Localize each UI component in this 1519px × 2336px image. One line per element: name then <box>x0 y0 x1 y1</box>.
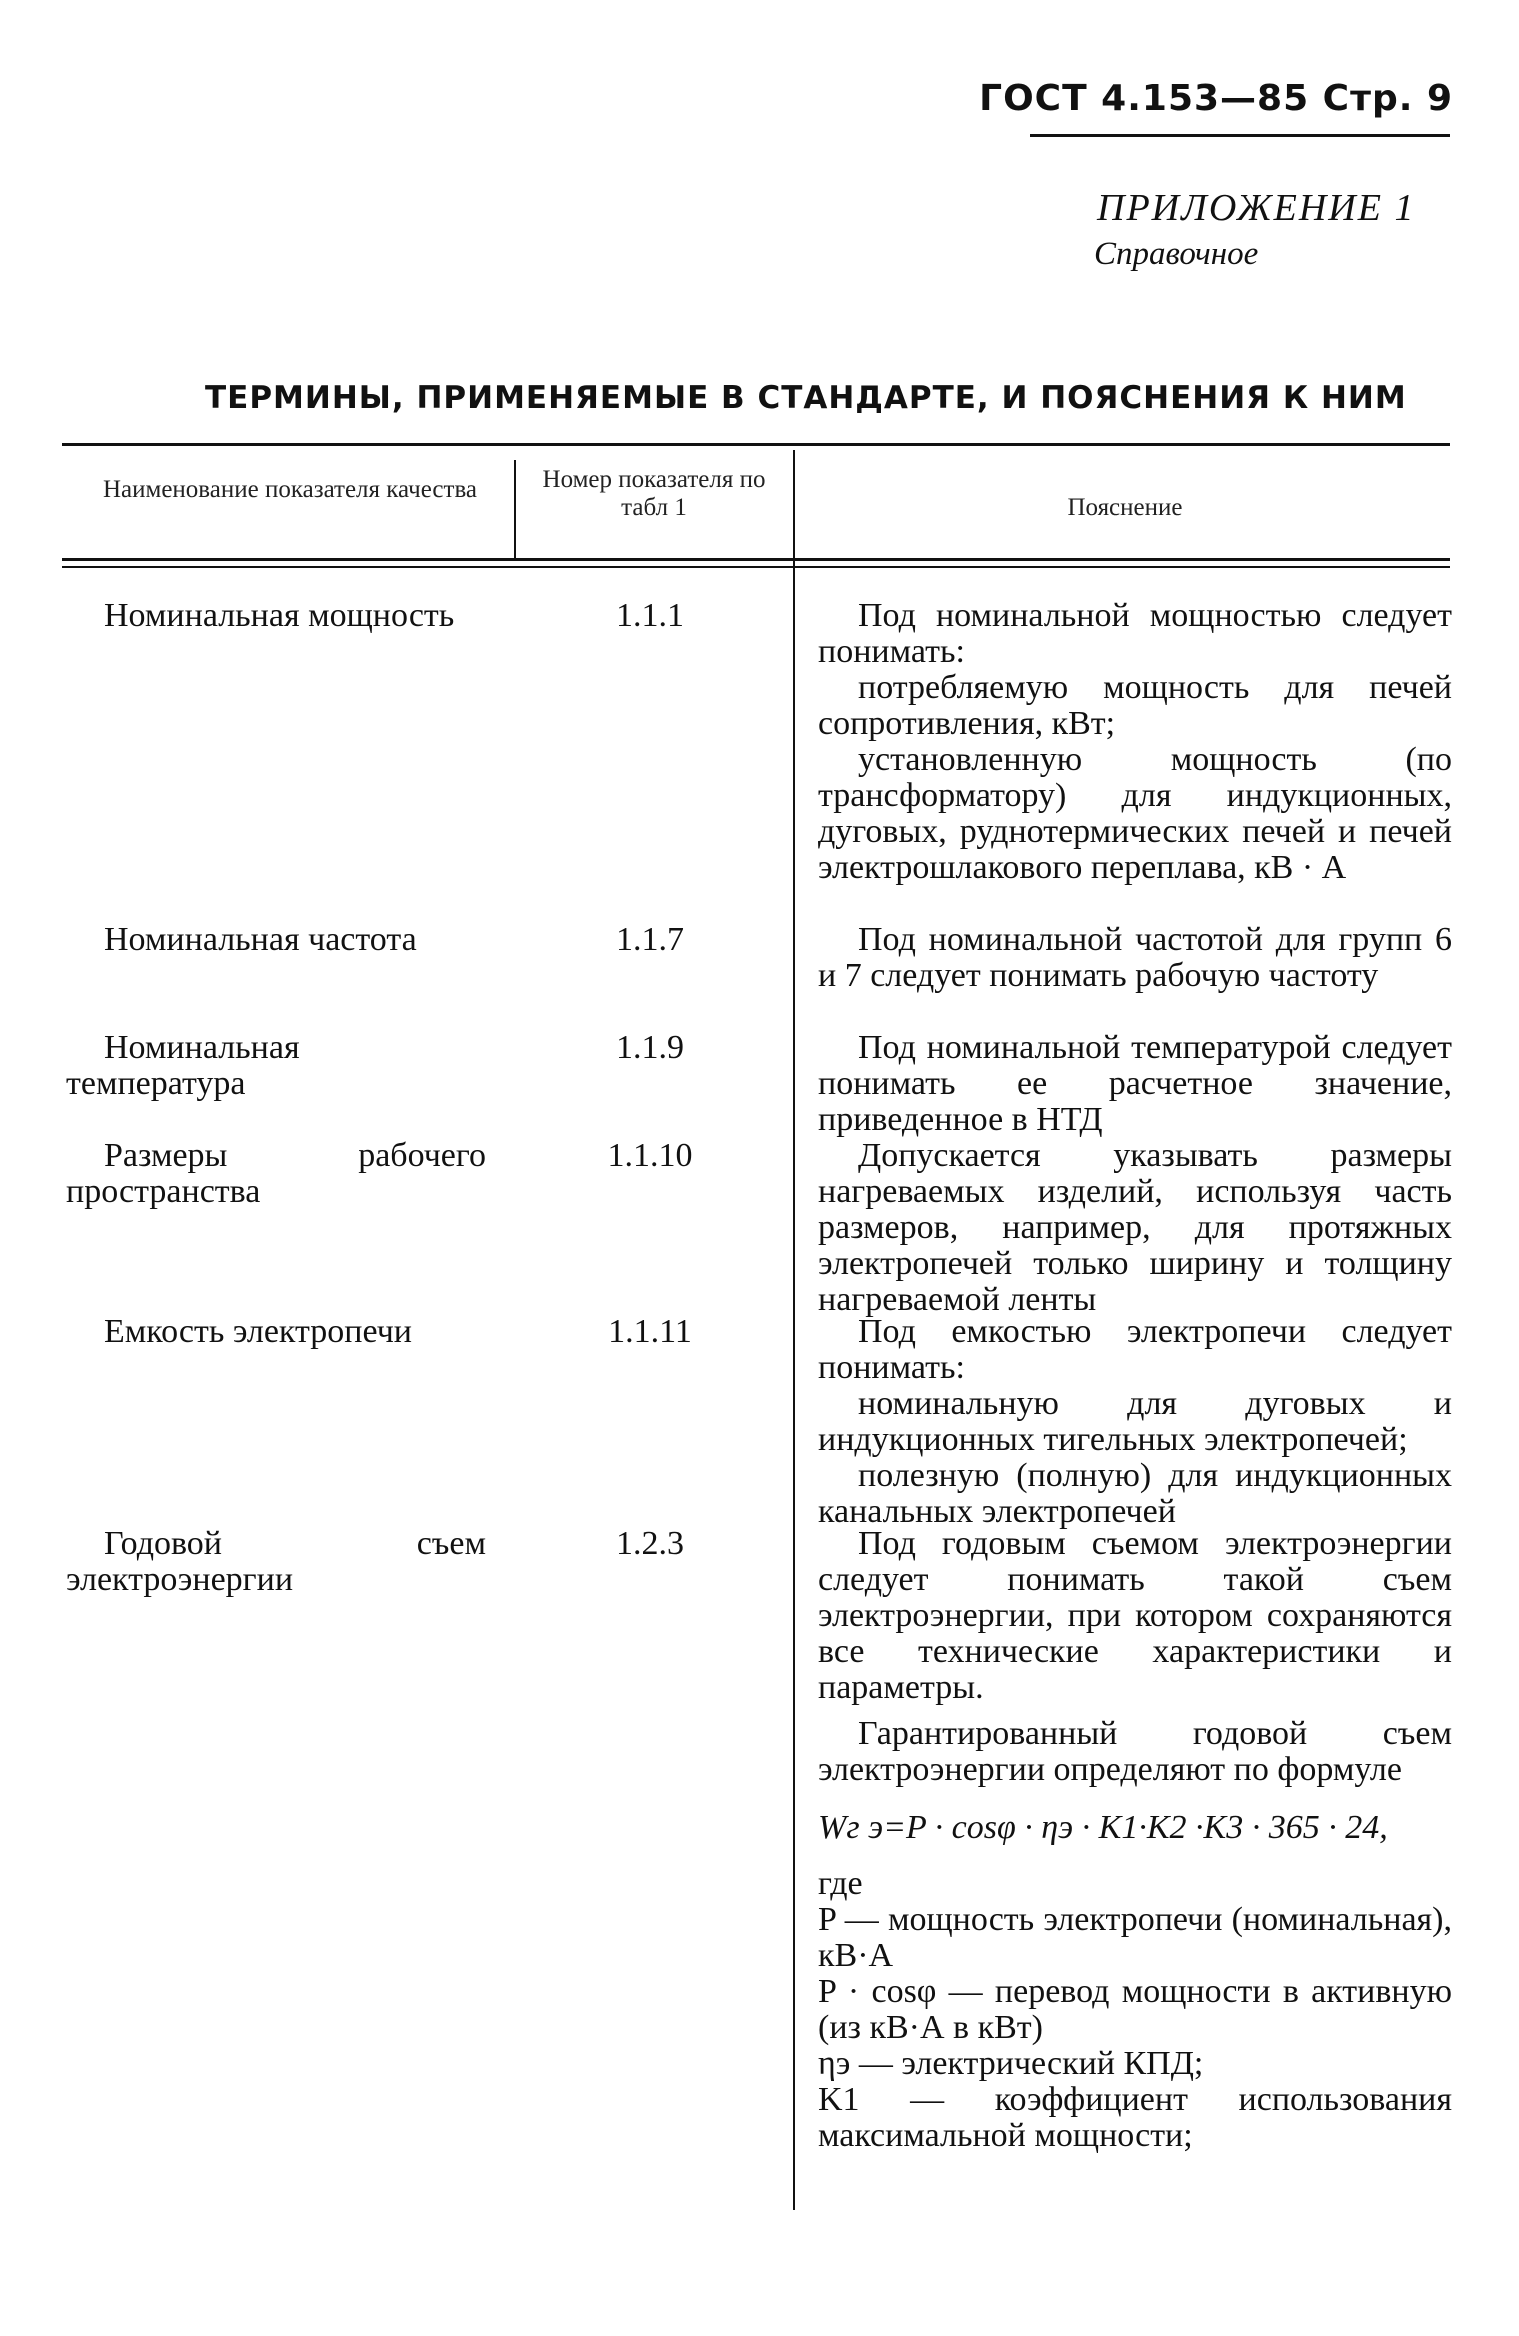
explanation-paragraph: номинальную для дуговых и индукционных тигельных электропечей; <box>818 1385 1452 1458</box>
explanation-paragraph: установленную мощность (по трансформатору) для индукционных, дуговых, руднотермических печей и печей электрошлакового переплава, кВ · А <box>818 741 1452 886</box>
document-reference: ГОСТ 4.153—85 Стр. 9 <box>979 78 1453 119</box>
term-explanation <box>818 1138 1452 1318</box>
explanation-paragraph: потребляемую мощность для печей сопротивления, кВт; <box>818 669 1452 742</box>
column-header-number: Номер показателя по табл 1 <box>542 466 766 521</box>
column-divider-2 <box>793 450 795 2210</box>
explanation-paragraph: Под номинальной частотой для групп 6 и 7 следует понимать рабочую частоту <box>818 921 1452 994</box>
definition-item: P — мощность электропечи (номинальная), кВ·А <box>818 1901 1452 1974</box>
appendix-type: Справочное <box>1094 236 1259 272</box>
formula: Wг э=P · cosφ · ηэ · K1·K2 ·K3 · 365 · 24, <box>818 1809 1388 1846</box>
explanation-paragraph: Под емкостью электропечи следует понимать: <box>818 1313 1452 1386</box>
term-explanation <box>818 1314 1452 1530</box>
term-name: Номинальная температура <box>66 1029 300 1102</box>
definition-item: K1 — коэффициент использования максимальной мощности; <box>818 2081 1452 2154</box>
column-header-explanation: Пояснение <box>1067 494 1183 521</box>
where-label: где <box>818 1865 863 1902</box>
header-rule <box>1030 134 1450 137</box>
explanation-paragraph: полезную (полную) для индукционных канальных электропечей <box>818 1457 1452 1530</box>
term-name: Размеры рабочего пространства <box>66 1137 486 1210</box>
term-name: Номинальная мощность <box>104 597 455 634</box>
definition-item: ηэ — электрический КПД; <box>818 2045 1204 2082</box>
explanation-paragraph: Под номинальной температурой следует понимать ее расчетное значение, приведенное в НТД <box>818 1029 1452 1138</box>
term-explanation <box>818 1526 1452 2154</box>
header-bottom-rule <box>62 558 1450 561</box>
appendix-label: ПРИЛОЖЕНИЕ 1 <box>1097 187 1416 229</box>
column-header-name: Наименование показателя качества <box>102 476 478 503</box>
term-explanation <box>818 1030 1452 1138</box>
explanation-paragraph: Гарантированный годовой съем электроэнергии определяют по формуле <box>818 1715 1452 1788</box>
table-top-rule <box>62 443 1450 446</box>
definition-item: P · cosφ — перевод мощности в активную (из кВ·А в кВт) <box>818 1973 1452 2046</box>
term-number: 1.1.1 <box>616 597 684 634</box>
table-row-name <box>66 598 486 634</box>
table-row-name <box>66 1138 486 1210</box>
header-bottom-rule-2 <box>62 566 1450 568</box>
term-name: Емкость электропечи <box>104 1313 412 1350</box>
section-title: ТЕРМИНЫ, ПРИМЕНЯЕМЫЕ В СТАНДАРТЕ, И ПОЯСНЕНИЯ К НИМ <box>205 380 1407 416</box>
term-name: Годовой съем электроэнергии <box>66 1525 486 1598</box>
term-number: 1.1.7 <box>616 921 684 958</box>
term-number: 1.1.11 <box>608 1313 692 1350</box>
table-row-name <box>66 922 486 958</box>
table-row-name <box>66 1314 486 1350</box>
explanation-paragraph: Допускается указывать размеры нагреваемых изделий, используя часть размеров, например, для протяжных электропечей только ширину и толщину нагреваемой ленты <box>818 1137 1452 1318</box>
table-row-name <box>66 1030 486 1102</box>
term-name: Номинальная частота <box>104 921 417 958</box>
explanation-paragraph: Под годовым съемом электроэнергии следует понимать такой съем электроэнергии, при котором сохраняются все технические характеристики и параметры. <box>818 1525 1452 1706</box>
term-number: 1.2.3 <box>616 1525 684 1562</box>
explanation-paragraph: Под номинальной мощностью следует понимать: <box>818 597 1452 670</box>
term-explanation <box>818 922 1452 994</box>
table-row-name <box>66 1526 486 1598</box>
term-explanation <box>818 598 1452 886</box>
term-number: 1.1.10 <box>607 1137 693 1174</box>
term-number: 1.1.9 <box>616 1029 684 1066</box>
column-divider-1 <box>514 460 516 560</box>
